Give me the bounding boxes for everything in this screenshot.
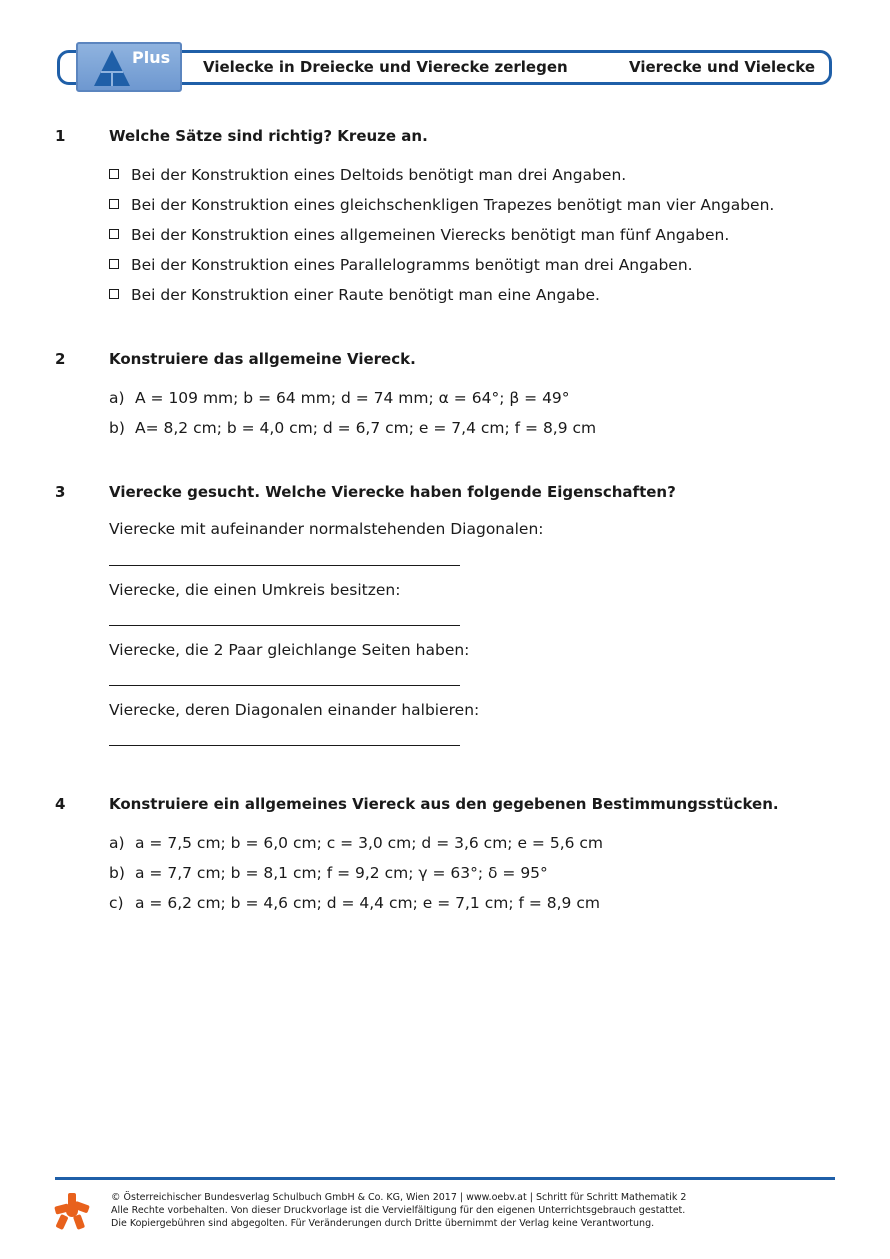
- section-title: Vierecke und Vielecke: [628, 58, 815, 76]
- task-question: Konstruiere ein allgemeines Viereck aus den gegebenen Bestimmungsstücken.: [109, 795, 779, 813]
- checkbox[interactable]: [109, 169, 119, 179]
- task-question: Welche Sätze sind richtig? Kreuze an.: [109, 127, 428, 145]
- item-label: b): [109, 419, 125, 437]
- task-number: 3: [55, 483, 66, 501]
- task-item: [109, 389, 570, 407]
- item-label: b): [109, 864, 125, 882]
- item-label: a): [109, 834, 125, 852]
- checkbox-item: [109, 286, 600, 304]
- prompt-text: Vierecke, die 2 Paar gleichlange Seiten haben:: [109, 641, 470, 659]
- prompt-text: Vierecke, die einen Umkreis besitzen:: [109, 581, 401, 599]
- task-item: [109, 834, 603, 852]
- task-item: [109, 894, 600, 912]
- page-title: Vielecke in Dreiecke und Vierecke zerlegen: [203, 58, 568, 76]
- item-text: a = 7,5 cm; b = 6,0 cm; c = 3,0 cm; d = 3,6 cm; e = 5,6 cm: [135, 834, 604, 852]
- checkbox[interactable]: [109, 289, 119, 299]
- checkbox-label: Bei der Konstruktion eines Deltoids benötigt man drei Angaben.: [131, 166, 627, 184]
- checkbox-label: Bei der Konstruktion eines allgemeinen Vierecks benötigt man fünf Angaben.: [131, 226, 730, 244]
- triangle-logo-icon: [92, 48, 132, 88]
- checkbox-item: [109, 196, 774, 214]
- checkbox-item: [109, 226, 729, 244]
- item-text: A = 109 mm; b = 64 mm; d = 74 mm; α = 64°; β = 49°: [135, 389, 570, 407]
- answer-line[interactable]: [109, 745, 460, 746]
- footer-rule: [55, 1177, 835, 1180]
- prompt-text: Vierecke mit aufeinander normalstehenden Diagonalen:: [109, 520, 544, 538]
- item-label: a): [109, 389, 125, 407]
- answer-line[interactable]: [109, 685, 460, 686]
- task-item: [109, 419, 596, 437]
- footer-copyright: © Österreichischer Bundesverlag Schulbuch GmbH & Co. KG, Wien 2017 | www.oebv.at | Schritt für Schritt Mathematik 2: [111, 1192, 687, 1203]
- task-item: [109, 864, 548, 882]
- checkbox-item: [109, 256, 693, 274]
- checkbox-label: Bei der Konstruktion eines gleichschenkligen Trapezes benötigt man vier Angaben.: [131, 196, 775, 214]
- task-question: Konstruiere das allgemeine Viereck.: [109, 350, 416, 368]
- checkbox-item: [109, 166, 626, 184]
- item-label: c): [109, 894, 124, 912]
- answer-line[interactable]: [109, 565, 460, 566]
- plus-logo: [76, 42, 182, 92]
- footer-rights: Alle Rechte vorbehalten. Von dieser Druckvorlage ist die Vervielfältigung für den eigenen Unterrichtsgebrauch gestattet.: [111, 1205, 686, 1216]
- prompt-text: Vierecke, deren Diagonalen einander halbieren:: [109, 701, 480, 719]
- task-number: 4: [55, 795, 66, 813]
- item-text: a = 6,2 cm; b = 4,6 cm; d = 4,4 cm; e = 7,1 cm; f = 8,9 cm: [135, 894, 600, 912]
- publisher-logo-icon: [52, 1191, 92, 1231]
- task-number: 2: [55, 350, 66, 368]
- item-text: a = 7,7 cm; b = 8,1 cm; f = 9,2 cm; γ = 63°; δ = 95°: [135, 864, 548, 882]
- checkbox[interactable]: [109, 259, 119, 269]
- task-question: Vierecke gesucht. Welche Vierecke haben folgende Eigenschaften?: [109, 483, 676, 501]
- checkbox[interactable]: [109, 199, 119, 209]
- logo-text: Plus: [132, 48, 171, 67]
- checkbox[interactable]: [109, 229, 119, 239]
- task-number: 1: [55, 127, 66, 145]
- footer-disclaimer: Die Kopiergebühren sind abgegolten. Für Veränderungen durch Dritte übernimmt der Verlag keine Verantwortung.: [111, 1218, 655, 1229]
- answer-line[interactable]: [109, 625, 460, 626]
- checkbox-label: Bei der Konstruktion eines Parallelogramms benötigt man drei Angaben.: [131, 256, 693, 274]
- checkbox-label: Bei der Konstruktion einer Raute benötigt man eine Angabe.: [131, 286, 600, 304]
- item-text: A= 8,2 cm; b = 4,0 cm; d = 6,7 cm; e = 7,4 cm; f = 8,9 cm: [135, 419, 597, 437]
